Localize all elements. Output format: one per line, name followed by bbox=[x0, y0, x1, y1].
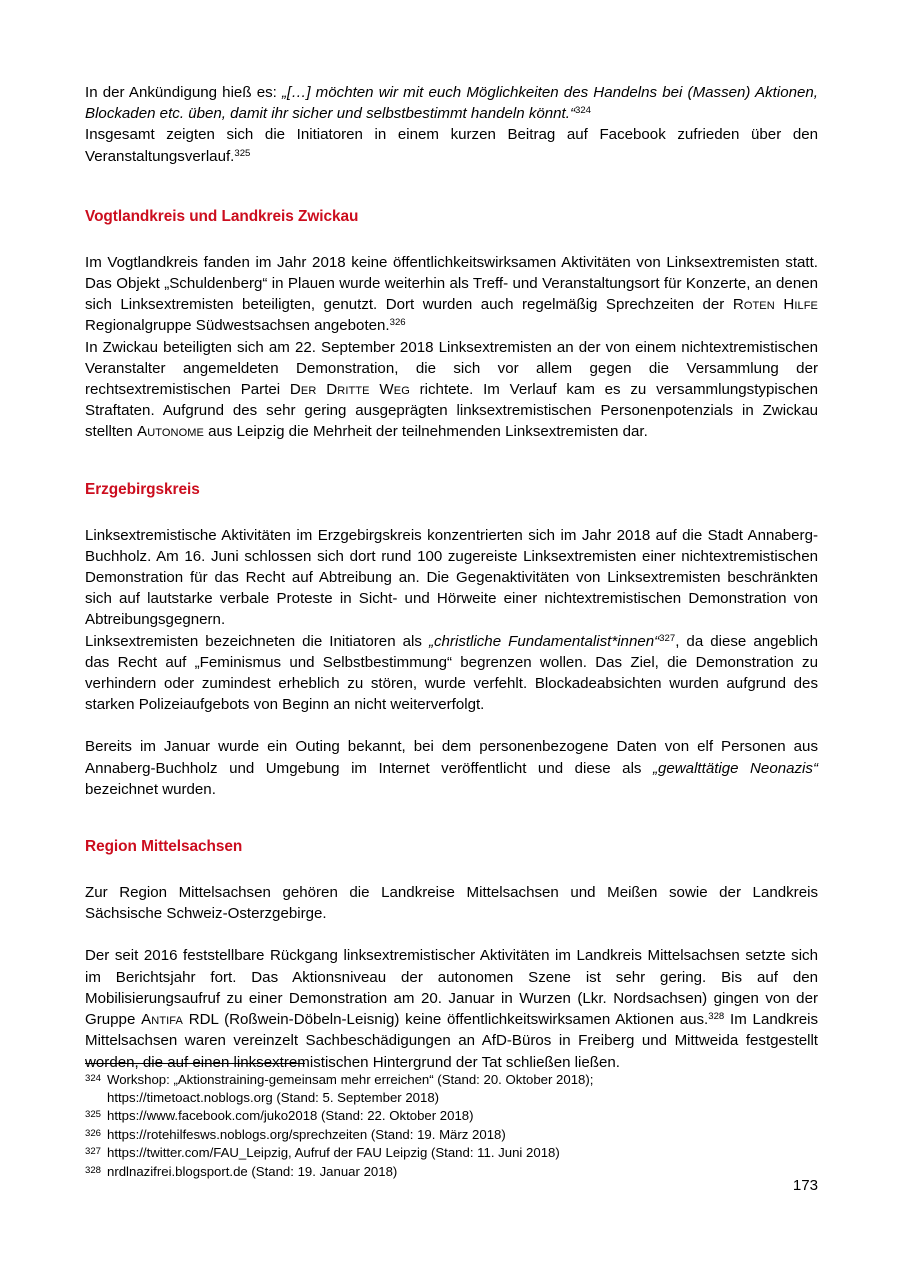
footnote-number: 327 bbox=[85, 1146, 102, 1158]
footnote-text[interactable]: https://www.facebook.com/juko2018 (Stand: 22. Oktober 2018) bbox=[107, 1108, 474, 1124]
footnote-ref-328[interactable]: 328 bbox=[708, 1011, 725, 1023]
paragraph-erzgebirge-3 bbox=[85, 736, 818, 800]
spacer bbox=[85, 227, 818, 252]
footnote-text[interactable]: https://twitter.com/FAU_Leipzig, Aufruf der FAU Leipzig (Stand: 11. Juni 2018) bbox=[107, 1145, 560, 1161]
text-run: Im Vogtlandkreis fanden im Jahr 2018 keine öffentlichkeitswirksamen Aktivitäten von Linksextremisten statt. Das Objekt „Schuldenberg“ in Plauen wurde weiterhin als Treff- und Veranstaltungsort für Konzerte, an denen sich Linksextremisten beteiligten, genutzt. Dort wurden auch regelmäßig Sprechzeiten der bbox=[85, 253, 818, 314]
text-run: bezeichnet wurden. bbox=[85, 780, 216, 798]
paragraph-vogtland-1 bbox=[85, 252, 818, 337]
paragraph-erzgebirge-2 bbox=[85, 631, 818, 716]
footnote-area bbox=[85, 1063, 725, 1181]
footnote-text bbox=[107, 1071, 725, 1106]
section-heading-erzgebirgskreis: Erzgebirgskreis bbox=[85, 480, 200, 498]
footnote-ref-327[interactable]: 327 bbox=[659, 632, 676, 644]
footnote-entry-324 bbox=[85, 1071, 725, 1106]
spacer bbox=[85, 500, 818, 525]
text-run: In Zwickau beteiligten sich am 22. September 2018 Linksextremisten an der von einem nichtextremistischen Veranstalter angemeldeten Demonstration, die sich vor allem gegen die Versammlung der rechtsextremistischen Partei bbox=[85, 338, 818, 399]
footnote-entry-327 bbox=[85, 1144, 725, 1162]
section-heading-vogtlandkreis: Vogtlandkreis und Landkreis Zwickau bbox=[85, 207, 359, 225]
footnote-entry-328 bbox=[85, 1163, 725, 1181]
paragraph-intro-1 bbox=[85, 82, 818, 124]
intro-quote-text: „[…] möchten wir mit euch Möglichkeiten des Handelns bei (Massen) Aktionen, Blockaden etc. üben, damit ihr sicher und selbstbestimmt handeln könnt.“ bbox=[85, 84, 818, 123]
footnote-ref-325[interactable]: 325 bbox=[234, 147, 251, 159]
footnote-separator-rule bbox=[85, 1063, 305, 1064]
paragraph-mittelsachsen-2 bbox=[85, 945, 818, 1072]
paragraph-intro-2 bbox=[85, 124, 818, 166]
text-run: Der seit 2016 feststellbare Rückgang linksextremistischer Aktivitäten im Landkreis Mittelsachsen setzte sich im Berichtsjahr fort. Das Aktionsniveau der autonomen Szene ist sehr gering. Bis auf den Mobilisierungsaufruf zu einer Demonstration am 20. Januar in Wurzen (Lkr. Nordsachsen) gingen von der Gruppe bbox=[85, 947, 818, 1029]
text-run: Im Landkreis Mittelsachsen waren vereinzelt Sachbeschädigungen an AfD-Büros in Freiberg und Mittweida festgestellt worden, die auf einen linksextremistischen Hintergrund der Tat schließen ließen. bbox=[85, 1011, 818, 1071]
spacer bbox=[85, 857, 818, 882]
text-run: , da diese angeblich das Recht auf „Feminismus und Selbstbestimmung“ begrenzen wollen. Das Ziel, die Demonstration zu verhindern oder zumindest erheblich zu stören, wurde verfehlt. Blockadeabsichten wurden aufgrund des starken Polizeiaufgebots von Beginn an nicht weiterverfolgt. bbox=[85, 632, 818, 714]
intro-para2-text: Insgesamt zeigten sich die Initiatoren in einem kurzen Beitrag auf Facebook zufrieden über den Veranstaltungsverlauf. bbox=[85, 126, 818, 165]
footnote-number: 328 bbox=[85, 1164, 102, 1176]
footnote-line-1: Workshop: „Aktionstraining-gemeinsam mehr erreichen“ (Stand: 20. Oktober 2018); bbox=[107, 1072, 594, 1087]
smallcaps-autonome: Autonome bbox=[137, 423, 204, 441]
footnote-entry-325 bbox=[85, 1107, 725, 1125]
text-run: Linksextremistische Aktivitäten im Erzgebirgskreis konzentrierten sich im Jahr 2018 auf die Stadt Annaberg-Buchholz. Am 16. Juni schlossen sich dort rund 100 zugereiste Linksextremisten einer nichtextremistischen Demonstration für das Recht auf Abtreibung an. Die Gegenaktivitäten von Linksextremisten beschränkten sich auf lautstarke verbale Proteste in Sicht- und Hörweite einer nichtextremistischen Demonstration von Abtreibungsgegnern. bbox=[85, 526, 818, 629]
spacer bbox=[85, 443, 818, 480]
section-heading-region-mittelsachsen: Region Mittelsachsen bbox=[85, 838, 243, 856]
spacer bbox=[85, 167, 818, 207]
paragraph-erzgebirge-1 bbox=[85, 525, 818, 631]
footnote-text[interactable]: nrdlnazifrei.blogsport.de (Stand: 19. Januar 2018) bbox=[107, 1163, 398, 1179]
quote-christliche-fundamentalistinnen: „christliche Fundamentalist*innen“ bbox=[428, 632, 660, 650]
paragraph-mittelsachsen-1 bbox=[85, 882, 818, 924]
intro-lead-text: In der Ankündigung hieß es: bbox=[85, 84, 283, 101]
footnote-text[interactable]: https://rotehilfesws.noblogs.org/sprechzeiten (Stand: 19. März 2018) bbox=[107, 1126, 506, 1142]
text-run: RDL (Roßwein-Döbeln-Leisnig) keine öffentlichkeitswirksamen Aktionen aus. bbox=[182, 1011, 709, 1029]
smallcaps-der-dritte-weg: Der Dritte Weg bbox=[289, 381, 410, 399]
footnote-ref-326[interactable]: 326 bbox=[389, 317, 406, 329]
smallcaps-roten-hilfe: Roten Hilfe bbox=[732, 296, 818, 314]
text-run: Regionalgruppe Südwestsachsen angeboten. bbox=[85, 317, 390, 335]
spacer bbox=[85, 924, 818, 945]
text-run: Linksextremisten bezeichneten die Initiatoren als bbox=[85, 632, 429, 650]
paragraph-vogtland-2 bbox=[85, 337, 818, 443]
text-run: Zur Region Mittelsachsen gehören die Landkreise Mittelsachsen und Meißen sowie der Landkreis Sächsische Schweiz-Osterzgebirge. bbox=[85, 884, 818, 923]
spacer bbox=[85, 715, 818, 736]
text-run: richtete. Im Verlauf kam es zu versammlungstypischen Straftaten. Aufgrund des sehr gering ausgeprägten linksextremistischen Personenpotenzials in Zwickau stellten bbox=[85, 381, 818, 441]
text-run: aus Leipzig die Mehrheit der teilnehmenden Linksextremisten dar. bbox=[203, 423, 648, 441]
footnote-number: 324 bbox=[85, 1073, 102, 1084]
footnote-number: 326 bbox=[85, 1127, 102, 1139]
spacer bbox=[85, 800, 818, 837]
footnote-number: 325 bbox=[85, 1109, 102, 1121]
page-number: 173 bbox=[792, 1177, 818, 1194]
smallcaps-antifa: Antifa bbox=[141, 1011, 183, 1029]
page-content bbox=[85, 82, 818, 1073]
quote-gewalttaetige-neonazis: „gewalttätige Neonazis“ bbox=[652, 759, 818, 777]
footnote-entry-326 bbox=[85, 1126, 725, 1144]
footnote-ref-324[interactable]: 324 bbox=[574, 105, 591, 117]
footnote-line-2[interactable]: https://timetoact.noblogs.org (Stand: 5. September 2018) bbox=[107, 1089, 440, 1105]
text-run: Bereits im Januar wurde ein Outing bekannt, bei dem personenbezogene Daten von elf Personen aus Annaberg-Buchholz und Umgebung im Internet veröffentlicht und diese als bbox=[85, 738, 818, 777]
